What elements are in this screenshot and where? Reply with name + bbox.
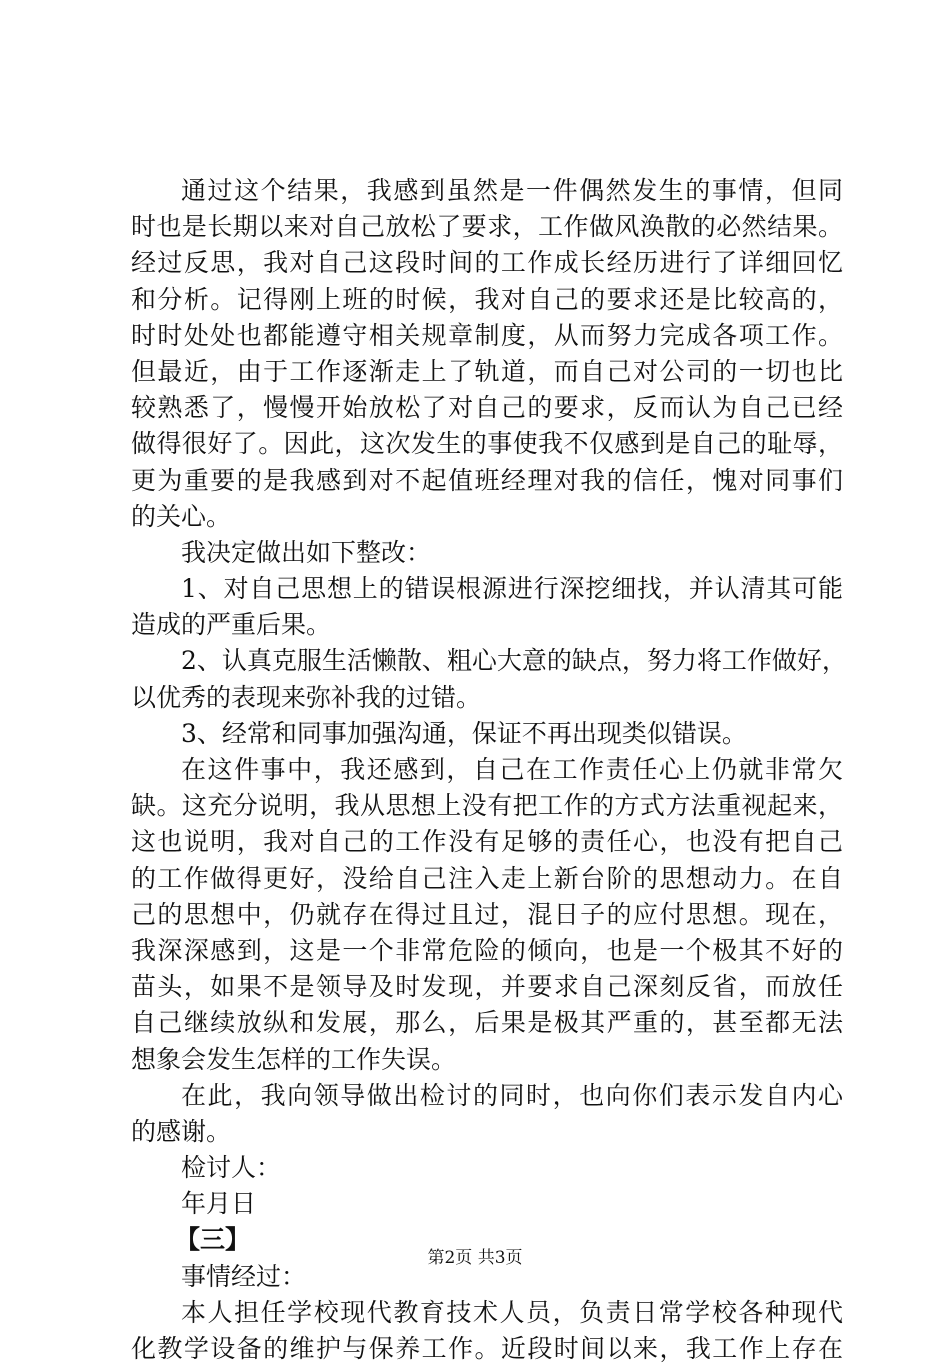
document-body <box>131 173 847 1367</box>
section-heading: 【三】 <box>175 1225 251 1255</box>
list-item-line: 1、对自己思想上的错误根源进行深挖细找，并认清其可能 <box>181 574 843 604</box>
signature-label: 检讨人： <box>181 1153 282 1183</box>
list-item-line: 造成的严重后果。 <box>131 610 332 640</box>
paragraph-line: 本人担任学校现代教育技术人员，负责日常学校各种现代 <box>181 1297 843 1327</box>
paragraph-line: 时时处处也都能遵守相关规章制度，从而努力完成各项工作。 <box>131 320 843 350</box>
paragraph-line: 我深深感到，这是一个非常危险的倾向，也是一个极其不好的 <box>131 935 843 965</box>
subheading: 事情经过： <box>181 1261 307 1291</box>
list-item-line: 3、经常和同事加强沟通，保证不再出现类似错误。 <box>181 718 747 748</box>
paragraph-line: 我决定做出如下整改： <box>181 537 432 567</box>
paragraph-line: 的感谢。 <box>131 1116 232 1146</box>
paragraph-line: 苗头，如果不是领导及时发现，并要求自己深刻反省，而放任 <box>131 972 843 1002</box>
paragraph-line: 和分析。记得刚上班的时候，我对自己的要求还是比较高的， <box>131 284 843 314</box>
page-footer: 第2页 共3页 <box>427 1248 523 1268</box>
paragraph-line: 化教学设备的维护与保养工作。近段时间以来，我工作上存在 <box>131 1334 843 1363</box>
paragraph-line: 这也说明，我对自己的工作没有足够的责任心，也没有把自己 <box>131 827 843 857</box>
paragraph-line: 的关心。 <box>131 501 232 531</box>
paragraph-line: 通过这个结果，我感到虽然是一件偶然发生的事情，但同 <box>181 176 843 205</box>
paragraph-line: 在此，我向领导做出检讨的同时，也向你们表示发自内心 <box>181 1080 843 1110</box>
paragraph-line: 较熟悉了，慢慢开始放松了对自己的要求，反而认为自己已经 <box>131 393 843 423</box>
paragraph-line: 经过反思，我对自己这段时间的工作成长经历进行了详细回忆 <box>131 248 843 278</box>
paragraph-line: 己的思想中，仍就存在得过且过，混日子的应付思想。现在， <box>131 899 843 929</box>
paragraph-line: 自己继续放纵和发展，那么，后果是极其严重的，甚至都无法 <box>131 1008 843 1038</box>
paragraph-line: 的工作做得更好，没给自己注入走上新台阶的思想动力。在自 <box>131 863 843 893</box>
paragraph-line: 更为重要的是我感到对不起值班经理对我的信任，愧对同事们 <box>131 465 843 495</box>
date-label: 年月日 <box>181 1189 257 1219</box>
paragraph-line: 时也是长期以来对自己放松了要求，工作做风涣散的必然结果。 <box>131 212 843 242</box>
paragraph-line: 但最近，由于工作逐渐走上了轨道，而自己对公司的一切也比 <box>131 356 843 386</box>
list-item-line: 2、认真克服生活懒散、粗心大意的缺点，努力将工作做好， <box>181 646 847 676</box>
list-item-line: 以优秀的表现来弥补我的过错。 <box>131 682 482 712</box>
paragraph-line: 缺。这充分说明，我从思想上没有把工作的方式方法重视起来， <box>131 791 843 821</box>
paragraph-line: 想象会发生怎样的工作失误。 <box>131 1044 457 1074</box>
paragraph-line: 在这件事中，我还感到，自己在工作责任心上仍就非常欠 <box>181 755 843 784</box>
paragraph-line: 做得很好了。因此，这次发生的事使我不仅感到是自己的耻辱， <box>131 429 843 459</box>
